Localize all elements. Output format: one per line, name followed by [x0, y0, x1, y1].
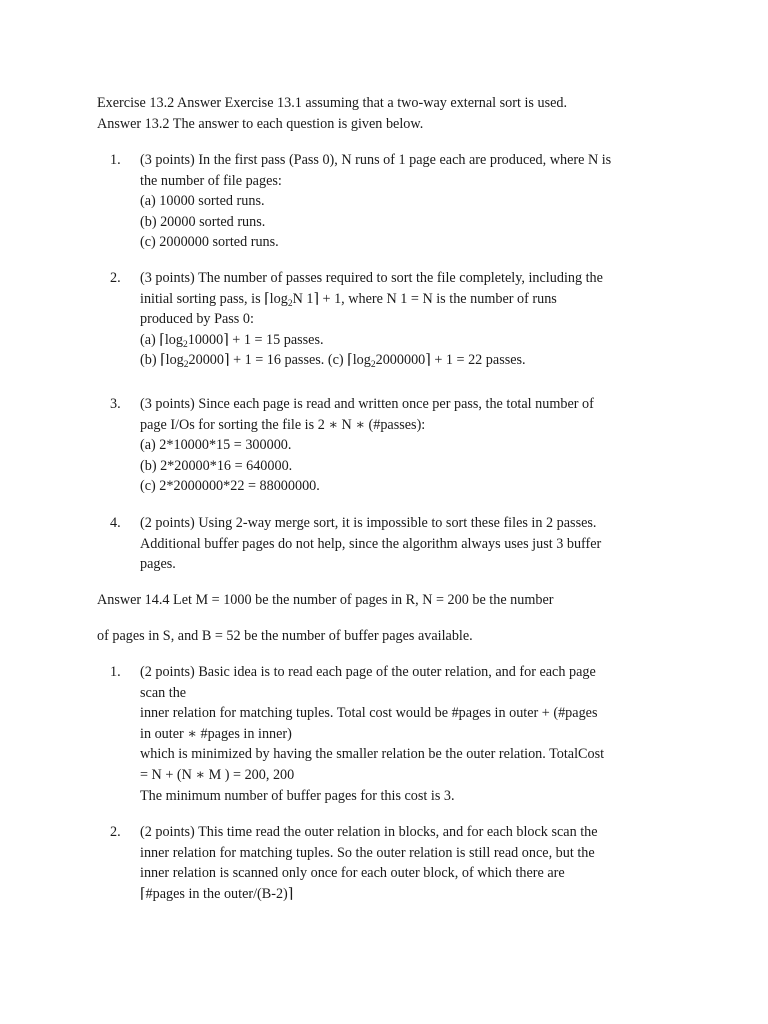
item-number: 1.: [110, 664, 121, 680]
formula-text: (b) ⌈log: [140, 352, 184, 369]
item-number: 1.: [110, 152, 121, 168]
item-line: [140, 289, 700, 310]
item-line: (b) 2*20000*16 = 640000.: [140, 457, 293, 474]
item-line: [140, 350, 700, 371]
formula-text: 2000000⌉ + 1 = 22 passes.: [375, 352, 526, 369]
item-line: (c) 2*2000000*22 = 88000000.: [140, 478, 320, 495]
item-line: Additional buffer pages do not help, since the algorithm always uses just 3 buffer: [140, 535, 602, 552]
log-subscript: 2: [370, 360, 376, 371]
item-number: 2.: [110, 270, 121, 286]
item-line: page I/Os for sorting the file is 2 ∗ N ∗ (#passes):: [140, 416, 426, 433]
log-subscript: 2: [182, 339, 188, 350]
item-body: [140, 150, 700, 253]
item-line: (3 points) The number of passes required to sort the file completely, including the: [140, 270, 603, 286]
item-line: (c) 2000000 sorted runs.: [140, 234, 279, 251]
item-line: [140, 330, 700, 351]
item-line: in outer ∗ #pages in inner): [140, 725, 292, 742]
item-line: (a) 2*10000*15 = 300000.: [140, 437, 292, 454]
log-subscript: 2: [287, 298, 293, 309]
item-line: which is minimized by having the smaller relation be the outer relation. TotalCost: [140, 746, 605, 763]
intro-paragraph: [97, 93, 697, 134]
item-body: [140, 822, 700, 904]
item-line: inner relation is scanned only once for each outer block, of which there are: [140, 865, 565, 882]
item-line: ⌈#pages in the outer/(B-2)⌉: [140, 885, 294, 902]
item-line: inner relation for matching tuples. Total cost would be #pages in outer + (#pages: [140, 705, 598, 722]
formula-text: 20000⌉ + 1 = 16 passes. (c) ⌈log: [188, 352, 371, 369]
item-number: 3.: [110, 396, 121, 412]
item-line: (2 points) Basic idea is to read each page of the outer relation, and for each page: [140, 664, 596, 680]
intro-line: Answer 13.2 The answer to each question is given below.: [97, 115, 424, 132]
answer-line: of pages in S, and B = 52 be the number of buffer pages available.: [97, 628, 473, 644]
item-body: [140, 662, 700, 806]
item-line: produced by Pass 0:: [140, 311, 254, 328]
formula-text: 10000⌉ + 1 = 15 passes.: [187, 331, 324, 348]
log-subscript: 2: [183, 360, 189, 371]
item-line: (3 points) In the first pass (Pass 0), N runs of 1 page each are produced, where N is: [140, 152, 612, 168]
item-number: 4.: [110, 515, 121, 531]
item-line: (a) 10000 sorted runs.: [140, 193, 265, 210]
item-line: (2 points) Using 2-way merge sort, it is impossible to sort these files in 2 passes.: [140, 515, 597, 531]
item-line: the number of file pages:: [140, 172, 282, 189]
answer-line: Answer 14.4 Let M = 1000 be the number of pages in R, N = 200 be the number: [97, 592, 554, 608]
item-line: (b) 20000 sorted runs.: [140, 213, 266, 230]
formula-text: N 1⌉ + 1, where N 1 = N is the number of runs: [292, 290, 557, 307]
item-line: (3 points) Since each page is read and written once per pass, the total number of: [140, 396, 594, 412]
item-line: scan the: [140, 684, 187, 701]
item-body: [140, 268, 700, 371]
answer-paragraph: [97, 626, 697, 647]
item-body: [140, 513, 700, 575]
intro-line: Exercise 13.2 Answer Exercise 13.1 assuming that a two-way external sort is used.: [97, 95, 568, 111]
item-line: inner relation for matching tuples. So the outer relation is still read once, but the: [140, 844, 595, 861]
formula-text: initial sorting pass, is ⌈log: [140, 290, 288, 307]
item-line: (2 points) This time read the outer relation in blocks, and for each block scan the: [140, 824, 598, 840]
formula-text: (a) ⌈log: [140, 331, 183, 348]
item-body: [140, 394, 700, 497]
item-line: pages.: [140, 556, 176, 573]
item-number: 2.: [110, 824, 121, 840]
item-line: = N + (N ∗ M ) = 200, 200: [140, 766, 295, 783]
item-line: The minimum number of buffer pages for this cost is 3.: [140, 787, 455, 804]
answer-paragraph: [97, 590, 697, 611]
